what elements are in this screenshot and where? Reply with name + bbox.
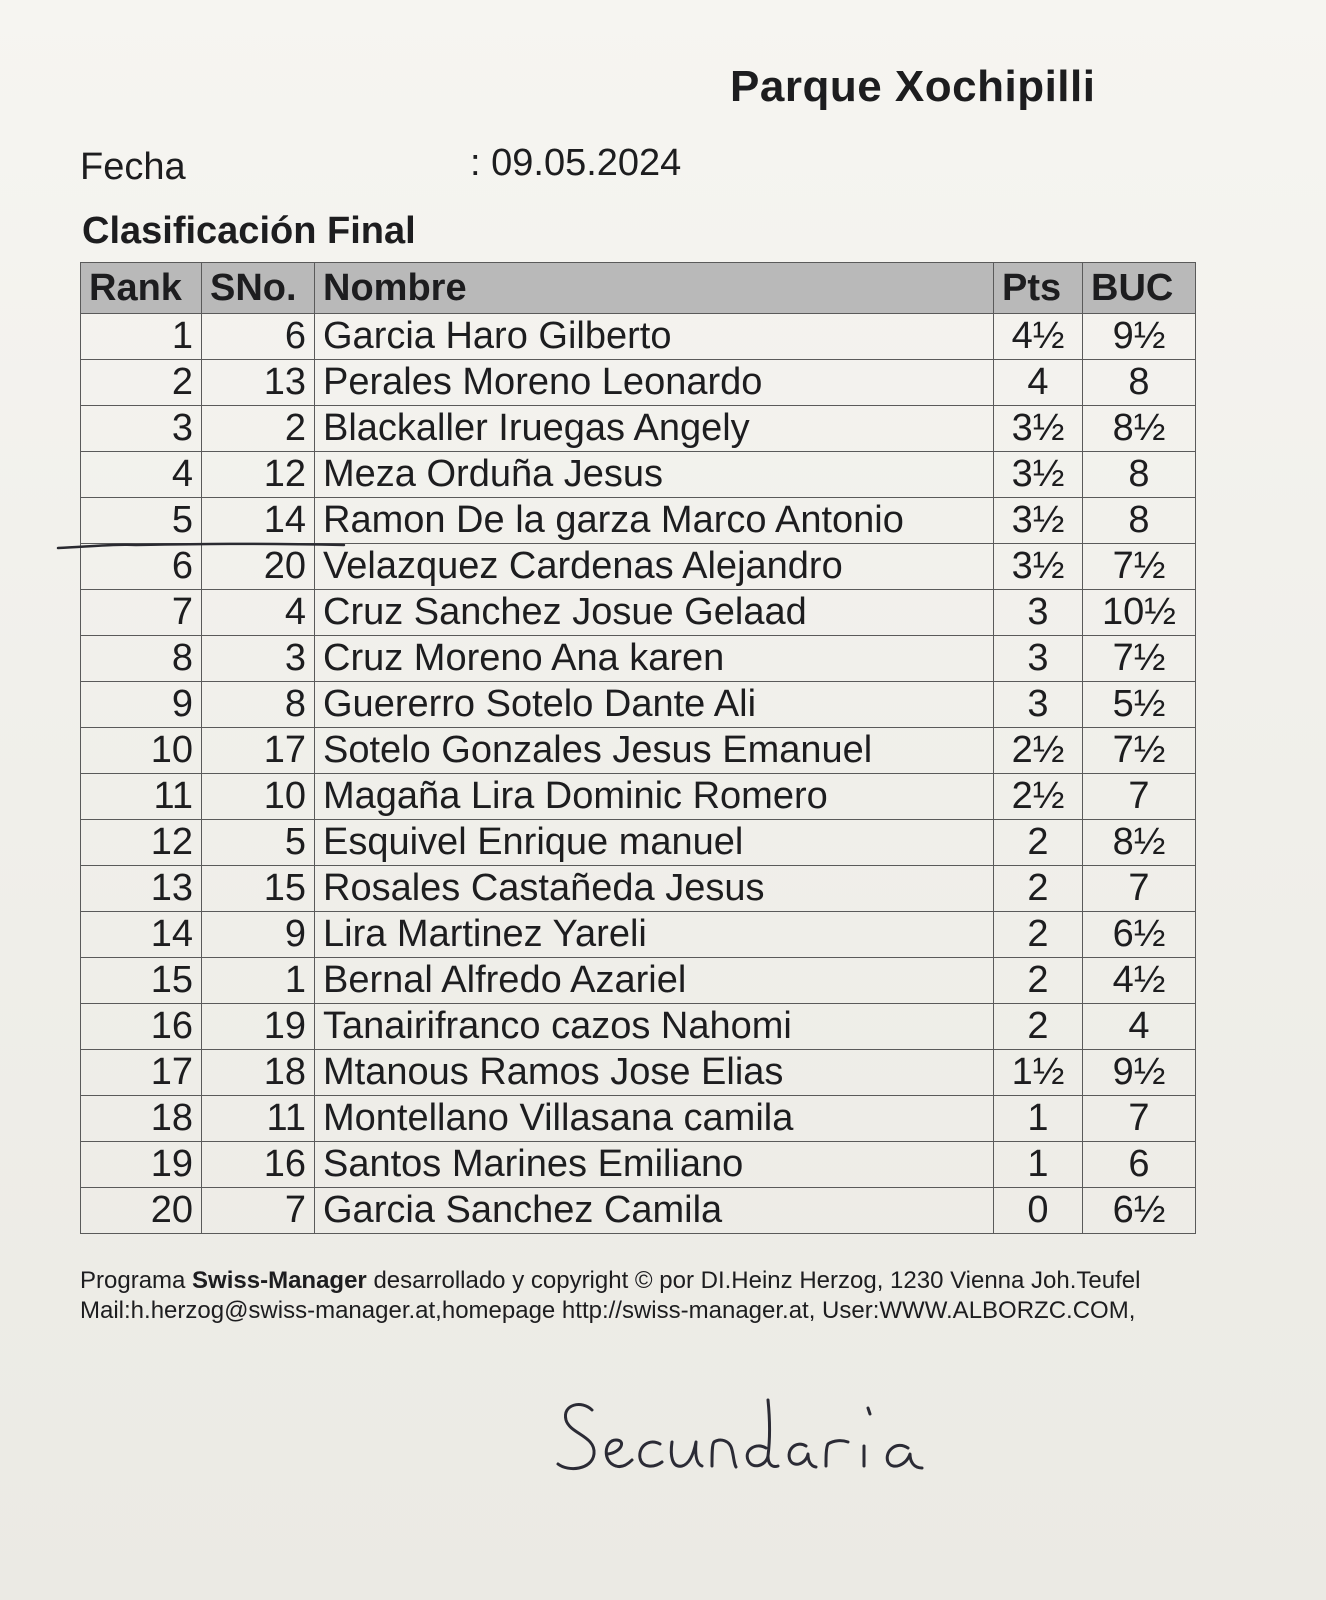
sno-cell: 7 [202,1188,315,1234]
rank-cell: 20 [81,1188,202,1234]
buc-cell: 6½ [1083,1188,1196,1234]
name-cell: Blackaller Iruegas Angely [315,406,994,452]
pts-cell: 1½ [994,1050,1083,1096]
table-row [81,728,1196,774]
name-cell: Velazquez Cardenas Alejandro [315,544,994,590]
sno-cell: 6 [202,314,315,360]
table-row [81,958,1196,1004]
table-row [81,1096,1196,1142]
buc-cell: 8½ [1083,820,1196,866]
sno-cell: 10 [202,774,315,820]
table-header-row [81,263,1196,314]
table-row [81,912,1196,958]
rank-cell: 11 [81,774,202,820]
buc-cell: 9½ [1083,314,1196,360]
sno-cell: 13 [202,360,315,406]
pts-cell: 3½ [994,544,1083,590]
footer-credits [80,1266,1326,1326]
footer-line-1: Programa Swiss-Manager desarrollado y copyright © por DI.Heinz Herzog, 1230 Vienna Joh.Teufel [80,1267,1141,1294]
sno-cell: 12 [202,452,315,498]
column-header-pts: Pts [994,263,1083,314]
standings-heading: Clasificación Final [82,210,416,252]
rank-cell: 5 [81,498,202,544]
sno-cell: 11 [202,1096,315,1142]
rank-cell: 17 [81,1050,202,1096]
buc-cell: 8 [1083,360,1196,406]
date-label: Fecha [80,146,186,188]
sno-cell: 9 [202,912,315,958]
name-cell: Perales Moreno Leonardo [315,360,994,406]
table-row [81,774,1196,820]
table-row [81,1142,1196,1188]
rank-cell: 2 [81,360,202,406]
name-cell: Cruz Moreno Ana karen [315,636,994,682]
sno-cell: 5 [202,820,315,866]
buc-cell: 7½ [1083,636,1196,682]
sno-cell: 4 [202,590,315,636]
name-cell: Meza Orduña Jesus [315,452,994,498]
pts-cell: 2½ [994,774,1083,820]
table-row [81,314,1196,360]
buc-cell: 7½ [1083,728,1196,774]
pts-cell: 0 [994,1188,1083,1234]
rank-cell: 9 [81,682,202,728]
sno-cell: 14 [202,498,315,544]
rank-cell: 18 [81,1096,202,1142]
rank-cell: 1 [81,314,202,360]
rank-cell: 13 [81,866,202,912]
buc-cell: 8 [1083,452,1196,498]
rank-cell: 12 [81,820,202,866]
buc-cell: 9½ [1083,1050,1196,1096]
pts-cell: 3½ [994,452,1083,498]
name-cell: Bernal Alfredo Azariel [315,958,994,1004]
buc-cell: 8½ [1083,406,1196,452]
sno-cell: 1 [202,958,315,1004]
name-cell: Esquivel Enrique manuel [315,820,994,866]
sno-cell: 17 [202,728,315,774]
table-row [81,1188,1196,1234]
pts-cell: 2½ [994,728,1083,774]
column-header-name: Nombre [315,263,994,314]
table-row [81,590,1196,636]
pts-cell: 3½ [994,406,1083,452]
rank-cell: 15 [81,958,202,1004]
buc-cell: 6½ [1083,912,1196,958]
name-cell: Ramon De la garza Marco Antonio [315,498,994,544]
pts-cell: 2 [994,1004,1083,1050]
pts-cell: 2 [994,866,1083,912]
buc-cell: 8 [1083,498,1196,544]
sno-cell: 2 [202,406,315,452]
pts-cell: 3 [994,636,1083,682]
name-cell: Lira Martinez Yareli [315,912,994,958]
sno-cell: 15 [202,866,315,912]
name-cell: Rosales Castañeda Jesus [315,866,994,912]
name-cell: Garcia Sanchez Camila [315,1188,994,1234]
rank-cell: 10 [81,728,202,774]
rank-cell: 8 [81,636,202,682]
footer-line-2: Mail:h.herzog@swiss-manager.at,homepage http://swiss-manager.at, User:WWW.ALBORZC.COM, [80,1297,1136,1324]
table-body [81,314,1196,1234]
pts-cell: 1 [994,1142,1083,1188]
name-cell: Tanairifranco cazos Nahomi [315,1004,994,1050]
sno-cell: 18 [202,1050,315,1096]
date-value: : 09.05.2024 [470,142,682,184]
table-row [81,1004,1196,1050]
buc-cell: 7 [1083,866,1196,912]
column-header-sno: SNo. [202,263,315,314]
handwritten-note-secundaria [552,1390,952,1490]
table-row [81,406,1196,452]
sno-cell: 20 [202,544,315,590]
name-cell: Santos Marines Emiliano [315,1142,994,1188]
pts-cell: 3½ [994,498,1083,544]
table-row [81,1050,1196,1096]
buc-cell: 10½ [1083,590,1196,636]
pts-cell: 1 [994,1096,1083,1142]
table-row [81,498,1196,544]
pts-cell: 2 [994,912,1083,958]
buc-cell: 7½ [1083,544,1196,590]
rank-cell: 3 [81,406,202,452]
buc-cell: 4½ [1083,958,1196,1004]
buc-cell: 5½ [1083,682,1196,728]
name-cell: Mtanous Ramos Jose Elias [315,1050,994,1096]
name-cell: Montellano Villasana camila [315,1096,994,1142]
sno-cell: 16 [202,1142,315,1188]
sno-cell: 8 [202,682,315,728]
name-cell: Garcia Haro Gilberto [315,314,994,360]
table-row [81,360,1196,406]
table-row [81,452,1196,498]
buc-cell: 6 [1083,1142,1196,1188]
rank-cell: 7 [81,590,202,636]
pts-cell: 2 [994,958,1083,1004]
buc-cell: 4 [1083,1004,1196,1050]
pen-underline-mark [56,540,346,552]
pts-cell: 2 [994,820,1083,866]
table-row [81,866,1196,912]
name-cell: Guererro Sotelo Dante Ali [315,682,994,728]
table-row [81,636,1196,682]
pts-cell: 4½ [994,314,1083,360]
rank-cell: 16 [81,1004,202,1050]
rank-cell: 4 [81,452,202,498]
buc-cell: 7 [1083,1096,1196,1142]
name-cell: Sotelo Gonzales Jesus Emanuel [315,728,994,774]
column-header-buc: BUC [1083,263,1196,314]
page-title: Parque Xochipilli [730,62,1096,111]
rank-cell: 6 [81,544,202,590]
rank-cell: 19 [81,1142,202,1188]
rank-cell: 14 [81,912,202,958]
table-row [81,682,1196,728]
column-header-rank: Rank [81,263,202,314]
name-cell: Magaña Lira Dominic Romero [315,774,994,820]
sno-cell: 19 [202,1004,315,1050]
pts-cell: 4 [994,360,1083,406]
pts-cell: 3 [994,682,1083,728]
standings-table [80,262,1196,1234]
pts-cell: 3 [994,590,1083,636]
name-cell: Cruz Sanchez Josue Gelaad [315,590,994,636]
table-row [81,820,1196,866]
software-name: Swiss-Manager [192,1267,367,1294]
buc-cell: 7 [1083,774,1196,820]
sno-cell: 3 [202,636,315,682]
